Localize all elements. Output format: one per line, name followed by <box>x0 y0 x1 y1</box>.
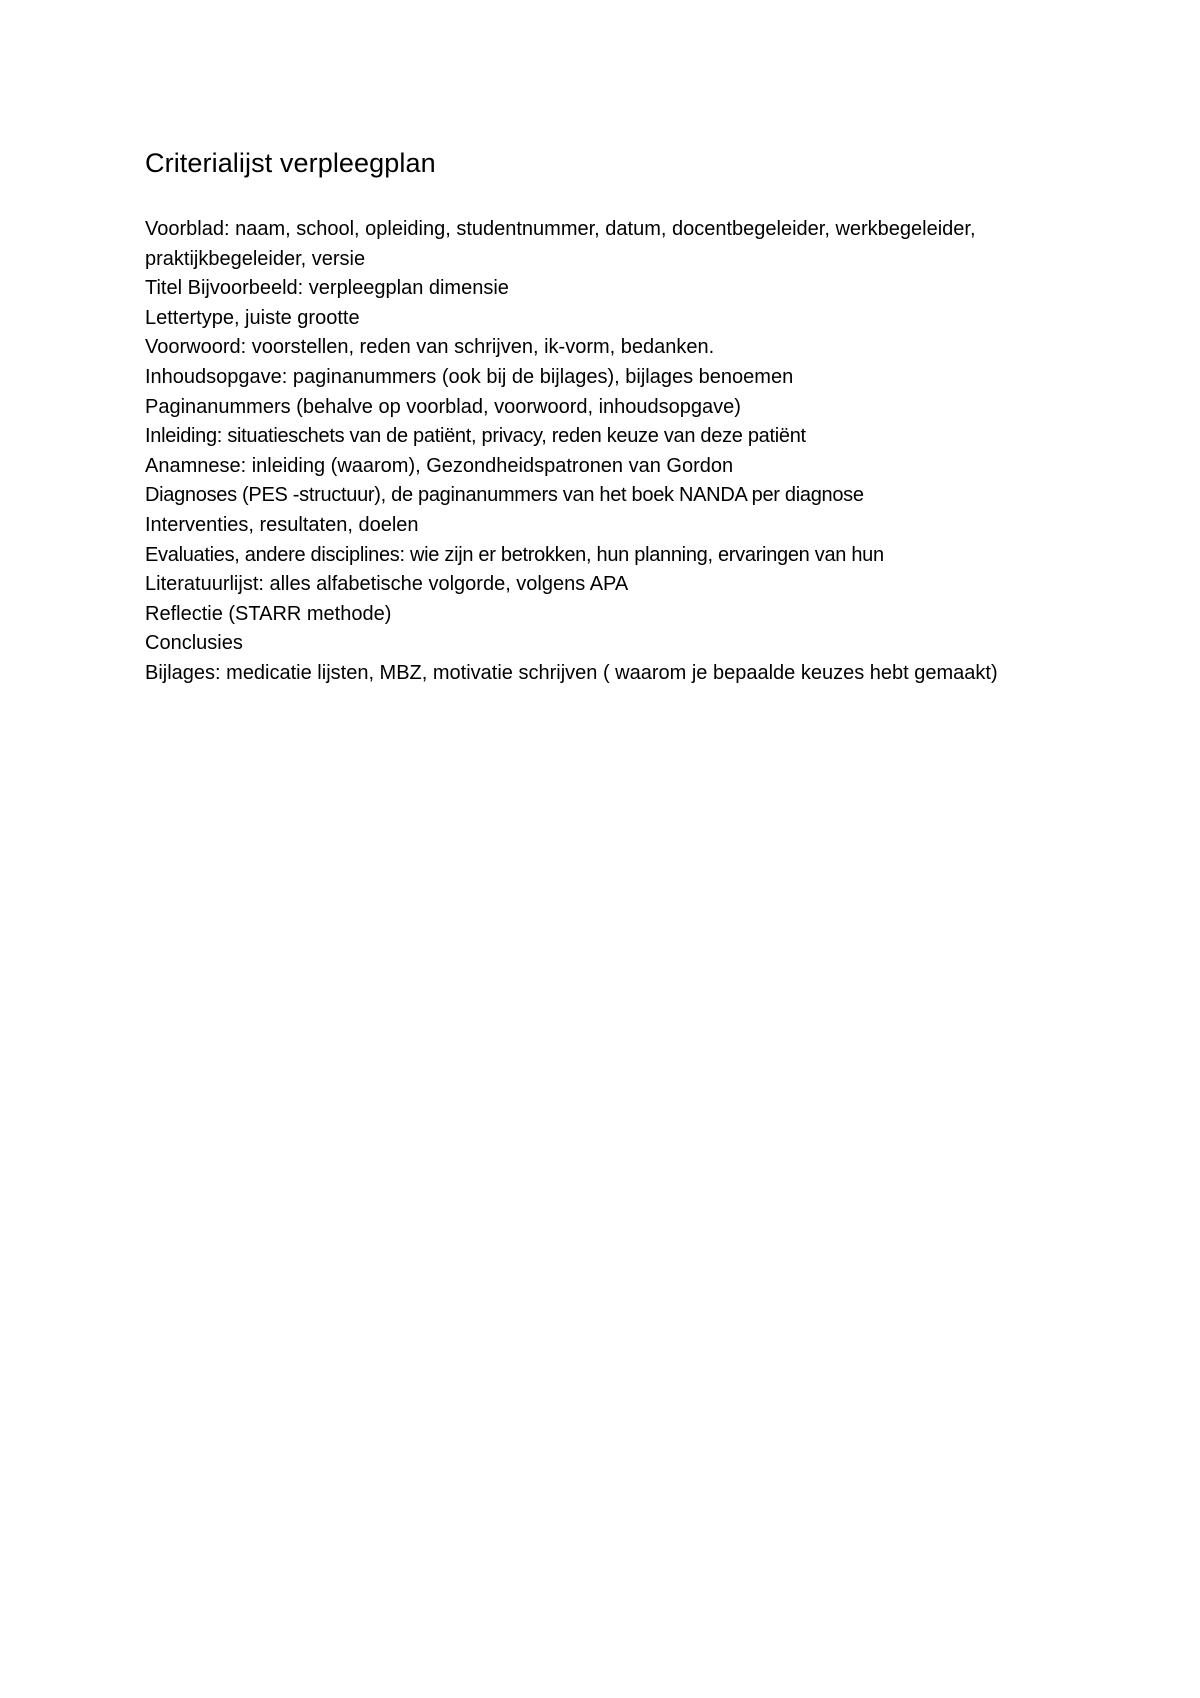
criteria-item-diagnoses: Diagnoses (PES -structuur), de paginanummers van het boek NANDA per diagnose <box>145 484 864 507</box>
criteria-item-conclusies: Conclusies <box>145 632 243 655</box>
criteria-item-interventies: Interventies, resultaten, doelen <box>145 513 419 536</box>
criteria-item-evaluaties: Evaluaties, andere disciplines: wie zijn er betrokken, hun planning, ervaringen van hun <box>145 543 884 566</box>
criteria-item-inhoudsopgave: Inhoudsopgave: paginanummers (ook bij de bijlages), bijlages benoemen <box>145 365 794 388</box>
document-title: Criterialijst verpleegplan <box>145 148 436 178</box>
criteria-item-paginanummers: Paginanummers (behalve op voorblad, voorwoord, inhoudsopgave) <box>145 395 741 418</box>
criteria-item-anamnese: Anamnese: inleiding (waarom), Gezondheidspatronen van Gordon <box>145 454 734 477</box>
criteria-item-inleiding: Inleiding: situatieschets van de patiënt, privacy, reden keuze van deze patiënt <box>145 425 806 448</box>
criteria-item-voorwoord: Voorwoord: voorstellen, reden van schrijven, ik-vorm, bedanken. <box>145 336 715 359</box>
criteria-item-voorblad: Voorblad: naam, school, opleiding, studentnummer, datum, docentbegeleider, werkbegeleider, praktijkbegeleider, versie <box>145 218 976 270</box>
criteria-list <box>145 215 1025 689</box>
criteria-item-titel: Titel Bijvoorbeeld: verpleegplan dimensie <box>145 277 509 300</box>
criteria-item-literatuurlijst: Literatuurlijst: alles alfabetische volgorde, volgens APA <box>145 573 629 596</box>
criteria-item-bijlages: Bijlages: medicatie lijsten, MBZ, motivatie schrijven ( waarom je bepaalde keuzes hebt gemaakt) <box>145 661 998 684</box>
criteria-item-lettertype: Lettertype, juiste grootte <box>145 306 360 329</box>
criteria-item-reflectie: Reflectie (STARR methode) <box>145 602 392 625</box>
